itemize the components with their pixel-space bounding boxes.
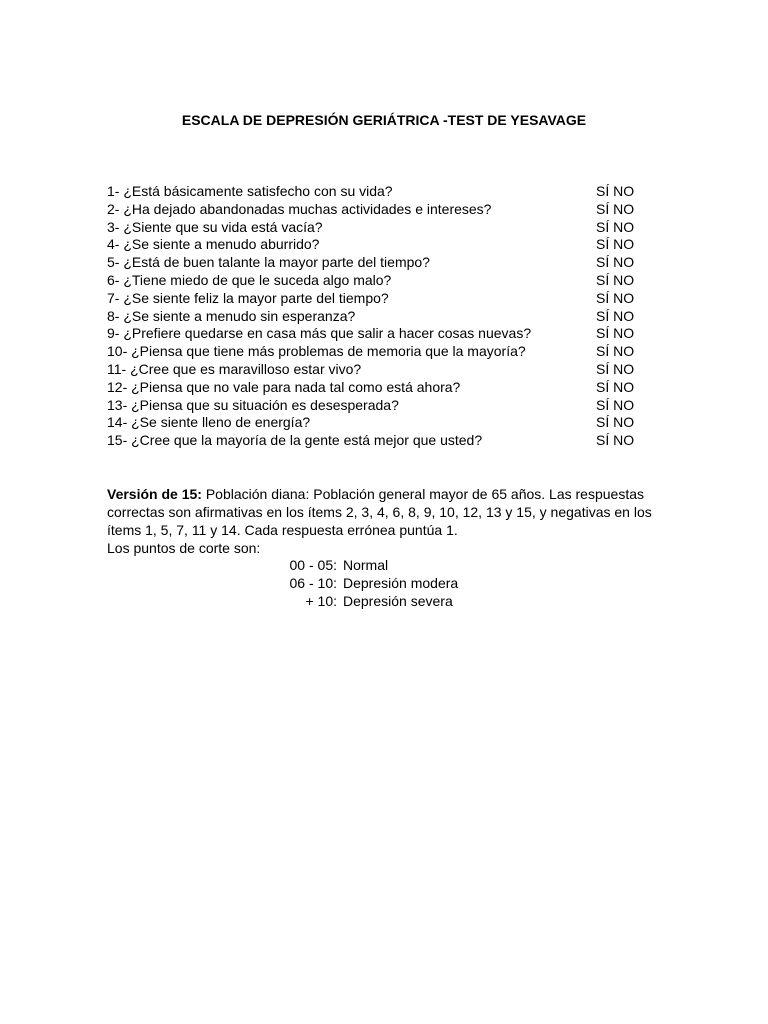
answer-options: SÍ NO	[596, 307, 635, 324]
answer-options: SÍ NO	[596, 183, 635, 199]
answer-options: SÍ NO	[596, 378, 635, 395]
question-row-2	[107, 201, 667, 219]
question-row-1	[107, 183, 667, 201]
answer-options: SÍ NO	[596, 236, 635, 253]
question-list	[107, 183, 667, 450]
question-text: 15- ¿Cree que la mayoría de la gente está mejor que usted?	[107, 432, 483, 449]
question-text: 9- ¿Prefiere quedarse en casa más que salir a hacer cosas nuevas?	[107, 325, 532, 342]
cutoff-range: 00 - 05:	[289, 557, 337, 573]
question-row-5	[107, 254, 667, 272]
question-text: 1- ¿Está básicamente satisfecho con su vida?	[107, 183, 393, 199]
question-text: 2- ¿Ha dejado abandonadas muchas actividades e intereses?	[107, 200, 492, 217]
answer-options: SÍ NO	[596, 343, 635, 360]
question-text: 5- ¿Está de buen talante la mayor parte del tiempo?	[107, 254, 430, 271]
question-text: 14- ¿Se siente lleno de energía?	[107, 414, 311, 431]
question-row-3	[107, 219, 667, 237]
question-text: 4- ¿Se siente a menudo aburrido?	[107, 236, 320, 253]
scoring-text: Población diana: Población general mayor de 65 años. Las respuestas correctas son afirmativas en los ítems 2, 3, 4, 6, 8, 9, 10, 12, 13 y 15, y negativas en los ítems 1, 5, 7, 11 y 14. Cada respuesta errónea puntúa 1.	[107, 486, 652, 538]
scoring-paragraph	[107, 485, 667, 539]
question-text: 11- ¿Cree que es maravilloso estar vivo?	[107, 360, 362, 377]
answer-options: SÍ NO	[596, 218, 635, 235]
answer-options: SÍ NO	[596, 396, 635, 413]
cutoff-table	[107, 556, 667, 610]
version-label: Versión de 15:	[107, 486, 202, 502]
question-row-13	[107, 397, 667, 415]
cutoff-intro: Los puntos de corte son:	[107, 540, 261, 556]
answer-options: SÍ NO	[596, 200, 635, 217]
question-row-6	[107, 272, 667, 290]
cutoff-range: 06 - 10:	[289, 575, 337, 591]
answer-options: SÍ NO	[596, 325, 635, 342]
question-text: 10- ¿Piensa que tiene más problemas de memoria que la mayoría?	[107, 343, 526, 360]
question-row-11	[107, 361, 667, 379]
scoring-notes	[107, 485, 667, 557]
page-title: ESCALA DE DEPRESIÓN GERIÁTRICA -TEST DE YESAVAGE	[181, 112, 587, 128]
question-text: 13- ¿Piensa que su situación es desesperada?	[107, 396, 399, 413]
cutoff-label: Normal	[343, 557, 389, 573]
question-row-10	[107, 343, 667, 361]
cutoff-row-severe	[107, 592, 667, 610]
answer-options: SÍ NO	[596, 414, 635, 431]
cutoff-label: Depresión severa	[343, 593, 453, 609]
cutoff-label: Depresión modera	[343, 575, 459, 591]
question-row-4	[107, 236, 667, 254]
question-row-14	[107, 414, 667, 432]
question-row-7	[107, 290, 667, 308]
question-text: 7- ¿Se siente feliz la mayor parte del tiempo?	[107, 289, 389, 306]
answer-options: SÍ NO	[596, 254, 635, 271]
question-row-9	[107, 325, 667, 343]
question-text: 12- ¿Piensa que no vale para nada tal como está ahora?	[107, 378, 461, 395]
cutoff-row-moderate	[107, 574, 667, 592]
question-text: 6- ¿Tiene miedo de que le suceda algo malo?	[107, 271, 392, 288]
question-text: 8- ¿Se siente a menudo sin esperanza?	[107, 307, 356, 324]
cutoff-row-normal	[107, 556, 667, 574]
question-row-8	[107, 308, 667, 326]
question-row-15	[107, 432, 667, 450]
question-row-12	[107, 379, 667, 397]
answer-options: SÍ NO	[596, 360, 635, 377]
question-text: 3- ¿Siente que su vida está vacía?	[107, 218, 323, 235]
answer-options: SÍ NO	[596, 271, 635, 288]
answer-options: SÍ NO	[596, 289, 635, 306]
cutoff-range: + 10:	[305, 593, 337, 609]
answer-options: SÍ NO	[596, 432, 635, 449]
